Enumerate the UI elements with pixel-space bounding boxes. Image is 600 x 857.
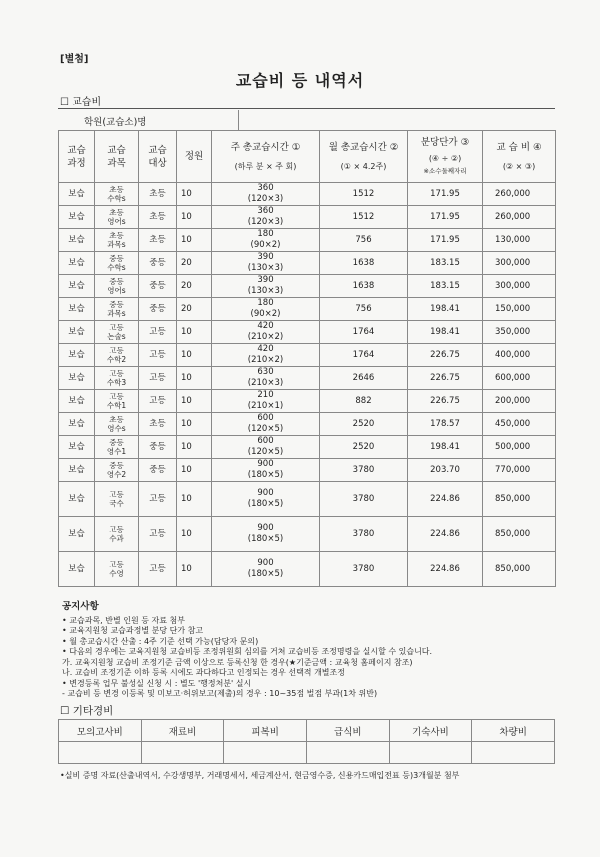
cell-capacity: 10 [177, 413, 212, 436]
cell-unit: 183.15 [408, 252, 483, 275]
cell-unit: 198.41 [408, 321, 483, 344]
cell-monthly: 1638 [320, 275, 408, 298]
cell-weekly: 180 (90×2) [212, 298, 320, 321]
cell-monthly: 2520 [320, 413, 408, 436]
academy-name-divider [238, 110, 239, 130]
academy-name-label: 학원(교습소)명 [84, 117, 147, 128]
cell-target: 초등 [139, 183, 177, 206]
cell-unit: 198.41 [408, 298, 483, 321]
section-other-heading: ☐ 기타경비 [60, 705, 114, 717]
notice-heading: 공지사항 [62, 601, 99, 612]
cell-weekly: 600 (120×5) [212, 413, 320, 436]
cell-capacity: 10 [177, 459, 212, 482]
cell-unit: 224.86 [408, 482, 483, 517]
header-unit-price [408, 131, 483, 183]
cell-target: 고등 [139, 390, 177, 413]
table-row [59, 229, 556, 252]
cell-capacity: 10 [177, 344, 212, 367]
cell-unit: 226.75 [408, 390, 483, 413]
cell-weekly: 390 (130×3) [212, 275, 320, 298]
notice-line: • 월 총교습시간 산출 : 4주 기준 선택 가능(담당자 문의) [62, 636, 259, 646]
cell-course: 보습 [59, 344, 95, 367]
cell-capacity: 10 [177, 482, 212, 517]
cell-subject: 고등 국수 [95, 482, 139, 517]
attachment-badge: [별첨] [60, 54, 89, 65]
cell-fee: 850,000 [483, 482, 556, 517]
cell-monthly: 1764 [320, 321, 408, 344]
header-monthly-formula: (① × 4.2주) [340, 161, 387, 171]
table-row [59, 275, 556, 298]
cell-course: 보습 [59, 459, 95, 482]
table-row [59, 482, 556, 517]
cell-target: 고등 [139, 321, 177, 344]
other-value-cell [141, 742, 224, 764]
cell-subject: 고등 수영 [95, 552, 139, 587]
cell-unit: 224.86 [408, 552, 483, 587]
cell-fee: 200,000 [483, 390, 556, 413]
cell-monthly: 1512 [320, 206, 408, 229]
cell-weekly: 210 (210×1) [212, 390, 320, 413]
cell-monthly: 1638 [320, 252, 408, 275]
cell-subject: 고등 논술s [95, 321, 139, 344]
cell-subject: 중등 수학s [95, 252, 139, 275]
cell-weekly: 900 (180×5) [212, 482, 320, 517]
other-col-materials: 재료비 [141, 720, 224, 742]
cell-subject: 초등 수학s [95, 183, 139, 206]
cell-capacity: 10 [177, 367, 212, 390]
cell-unit: 183.15 [408, 275, 483, 298]
cell-monthly: 756 [320, 298, 408, 321]
table-row [59, 344, 556, 367]
cell-monthly: 2646 [320, 367, 408, 390]
notice-line: • 교육지원청 교습과정별 분당 단가 참고 [62, 626, 204, 635]
cell-monthly: 3780 [320, 517, 408, 552]
cell-subject: 고등 수과 [95, 517, 139, 552]
cell-subject: 고등 수학3 [95, 367, 139, 390]
cell-weekly: 360 (120×3) [212, 183, 320, 206]
notice-line: 가. 교육지원청 교습비 조정기준 금액 이상으로 등록신청 한 경우(★기준금액 : 교육청 홈페이지 참조) [62, 657, 413, 667]
cell-target: 중등 [139, 252, 177, 275]
cell-weekly: 420 (210×2) [212, 344, 320, 367]
cell-course: 보습 [59, 436, 95, 459]
notice-line: • 교습과목, 반별 인원 등 자료 첨부 [62, 615, 185, 625]
header-target-text: 교습 대상 [148, 144, 167, 169]
cell-capacity: 20 [177, 252, 212, 275]
cell-unit: 171.95 [408, 206, 483, 229]
cell-course: 보습 [59, 482, 95, 517]
cell-target: 고등 [139, 482, 177, 517]
cell-subject: 고등 수학1 [95, 390, 139, 413]
cell-unit: 226.75 [408, 367, 483, 390]
cell-capacity: 10 [177, 436, 212, 459]
cell-weekly: 900 (180×5) [212, 552, 320, 587]
cell-target: 중등 [139, 459, 177, 482]
cell-target: 고등 [139, 344, 177, 367]
cell-course: 보습 [59, 275, 95, 298]
cell-capacity: 10 [177, 321, 212, 344]
cell-monthly: 882 [320, 390, 408, 413]
cell-course: 보습 [59, 229, 95, 252]
table-row [59, 206, 556, 229]
cell-target: 초등 [139, 413, 177, 436]
cell-weekly: 360 (120×3) [212, 206, 320, 229]
header-subject-text: 교습 과목 [107, 144, 126, 169]
cell-unit: 224.86 [408, 517, 483, 552]
other-col-vehicle: 차량비 [472, 720, 555, 742]
cell-weekly: 180 (90×2) [212, 229, 320, 252]
cell-subject: 초등 영어s [95, 206, 139, 229]
cell-fee: 450,000 [483, 413, 556, 436]
header-unit-formula: (④ ÷ ②) [428, 153, 462, 163]
table-row [59, 436, 556, 459]
header-course-text: 교습 과정 [67, 144, 86, 169]
other-value-cell [306, 742, 389, 764]
cell-monthly: 3780 [320, 482, 408, 517]
cell-fee: 350,000 [483, 321, 556, 344]
table-row [59, 552, 556, 587]
cell-fee: 300,000 [483, 275, 556, 298]
cell-weekly: 900 (180×5) [212, 517, 320, 552]
cell-weekly: 390 (130×3) [212, 252, 320, 275]
table-row [59, 390, 556, 413]
header-target [139, 131, 177, 183]
cell-monthly: 2520 [320, 436, 408, 459]
cell-target: 고등 [139, 367, 177, 390]
cell-target: 중등 [139, 298, 177, 321]
cell-target: 중등 [139, 275, 177, 298]
cell-course: 보습 [59, 206, 95, 229]
cell-unit: 171.95 [408, 229, 483, 252]
header-weekly-title: 주 총교습시간 ① [230, 141, 301, 153]
section-divider [58, 108, 555, 109]
other-value-cell [472, 742, 555, 764]
cell-capacity: 10 [177, 517, 212, 552]
cell-course: 보습 [59, 183, 95, 206]
cell-capacity: 10 [177, 206, 212, 229]
cell-monthly: 1512 [320, 183, 408, 206]
cell-fee: 500,000 [483, 436, 556, 459]
cell-subject: 고등 수학2 [95, 344, 139, 367]
cell-fee: 150,000 [483, 298, 556, 321]
cell-subject: 초등 과목s [95, 229, 139, 252]
table-row [59, 298, 556, 321]
cell-subject: 중등 영수2 [95, 459, 139, 482]
cell-fee: 260,000 [483, 206, 556, 229]
cell-capacity: 20 [177, 298, 212, 321]
cell-fee: 260,000 [483, 183, 556, 206]
header-course [59, 131, 95, 183]
cell-unit: 171.95 [408, 183, 483, 206]
cell-capacity: 10 [177, 390, 212, 413]
cell-monthly: 756 [320, 229, 408, 252]
table-row [59, 517, 556, 552]
header-fee [483, 131, 556, 183]
cell-course: 보습 [59, 390, 95, 413]
cell-target: 중등 [139, 436, 177, 459]
cell-subject: 중등 과목s [95, 298, 139, 321]
other-col-meals: 급식비 [306, 720, 389, 742]
academy-name-row [58, 110, 555, 131]
cell-target: 초등 [139, 229, 177, 252]
cell-course: 보습 [59, 367, 95, 390]
header-unit-title: 분당단가 ③ [420, 136, 470, 148]
cell-fee: 300,000 [483, 252, 556, 275]
other-col-dormitory: 기숙사비 [389, 720, 472, 742]
notice-line: - 교습비 등 변경 이등록 및 미보고·허위보고(제출)의 경우 : 10~35점 벌점 부과(1차 위반) [62, 689, 378, 698]
header-unit-note: ※소수둘째자리 [423, 166, 467, 175]
table-row [59, 367, 556, 390]
notice-line: • 다음의 경우에는 교육지원청 교습비등 조정위원회 심의를 거쳐 교습비등 조정명령을 실시할 수 있습니다. [62, 647, 433, 656]
header-weekly-formula: (하루 분 × 주 회) [234, 161, 297, 171]
table-row [59, 321, 556, 344]
header-capacity: 정원 [177, 131, 212, 183]
document-title: 교습비 등 내역서 [235, 71, 365, 90]
cell-fee: 400,000 [483, 344, 556, 367]
cell-subject: 중등 영어s [95, 275, 139, 298]
other-value-cell [224, 742, 307, 764]
cell-monthly: 3780 [320, 552, 408, 587]
header-monthly-title: 월 총교습시간 ② [328, 141, 399, 153]
other-value-cell [389, 742, 472, 764]
cell-unit: 203.70 [408, 459, 483, 482]
cell-fee: 850,000 [483, 552, 556, 587]
cell-course: 보습 [59, 252, 95, 275]
cell-course: 보습 [59, 321, 95, 344]
cell-subject: 중등 영수1 [95, 436, 139, 459]
cell-monthly: 1764 [320, 344, 408, 367]
cell-capacity: 10 [177, 552, 212, 587]
notice-line: • 변경등록 업무 불성실 신청 시 : 별도 '행정처분' 실시 [62, 678, 252, 688]
other-expenses-table [58, 719, 555, 764]
cell-fee: 770,000 [483, 459, 556, 482]
cell-target: 초등 [139, 206, 177, 229]
cell-course: 보습 [59, 517, 95, 552]
notice-line: 나. 교습비 조정기준 이하 등록 시에도 과다하다고 인정되는 경우 선택적 개별조정 [62, 668, 345, 677]
tuition-table [58, 130, 556, 587]
cell-fee: 130,000 [483, 229, 556, 252]
footnote: •실비 증명 자료(산출내역서, 수강생명부, 거래명세서, 세금계산서, 현금영수증, 신용카드매입전표 등)3개월분 첨부 [60, 771, 460, 780]
cell-subject: 초등 영수s [95, 413, 139, 436]
cell-capacity: 10 [177, 229, 212, 252]
section-tuition-heading: ☐ 교습비 [60, 97, 102, 108]
header-fee-title: 교 습 비 ④ [496, 141, 542, 153]
table-row [59, 413, 556, 436]
cell-weekly: 600 (120×5) [212, 436, 320, 459]
cell-weekly: 630 (210×3) [212, 367, 320, 390]
cell-course: 보습 [59, 552, 95, 587]
cell-weekly: 900 (180×5) [212, 459, 320, 482]
header-monthly-hours [320, 131, 408, 183]
other-col-uniform: 피복비 [224, 720, 307, 742]
cell-unit: 178.57 [408, 413, 483, 436]
table-row [59, 183, 556, 206]
cell-course: 보습 [59, 298, 95, 321]
cell-fee: 600,000 [483, 367, 556, 390]
notice-section [62, 602, 562, 700]
cell-fee: 850,000 [483, 517, 556, 552]
cell-capacity: 20 [177, 275, 212, 298]
header-subject [95, 131, 139, 183]
cell-capacity: 10 [177, 183, 212, 206]
header-fee-formula: (② × ③) [502, 161, 536, 171]
cell-target: 고등 [139, 552, 177, 587]
cell-weekly: 420 (210×2) [212, 321, 320, 344]
other-value-cell [59, 742, 142, 764]
header-weekly-hours [212, 131, 320, 183]
table-row [59, 252, 556, 275]
cell-target: 고등 [139, 517, 177, 552]
cell-course: 보습 [59, 413, 95, 436]
cell-unit: 198.41 [408, 436, 483, 459]
other-col-mock-exam: 모의고사비 [59, 720, 142, 742]
cell-monthly: 3780 [320, 459, 408, 482]
cell-unit: 226.75 [408, 344, 483, 367]
table-row [59, 459, 556, 482]
